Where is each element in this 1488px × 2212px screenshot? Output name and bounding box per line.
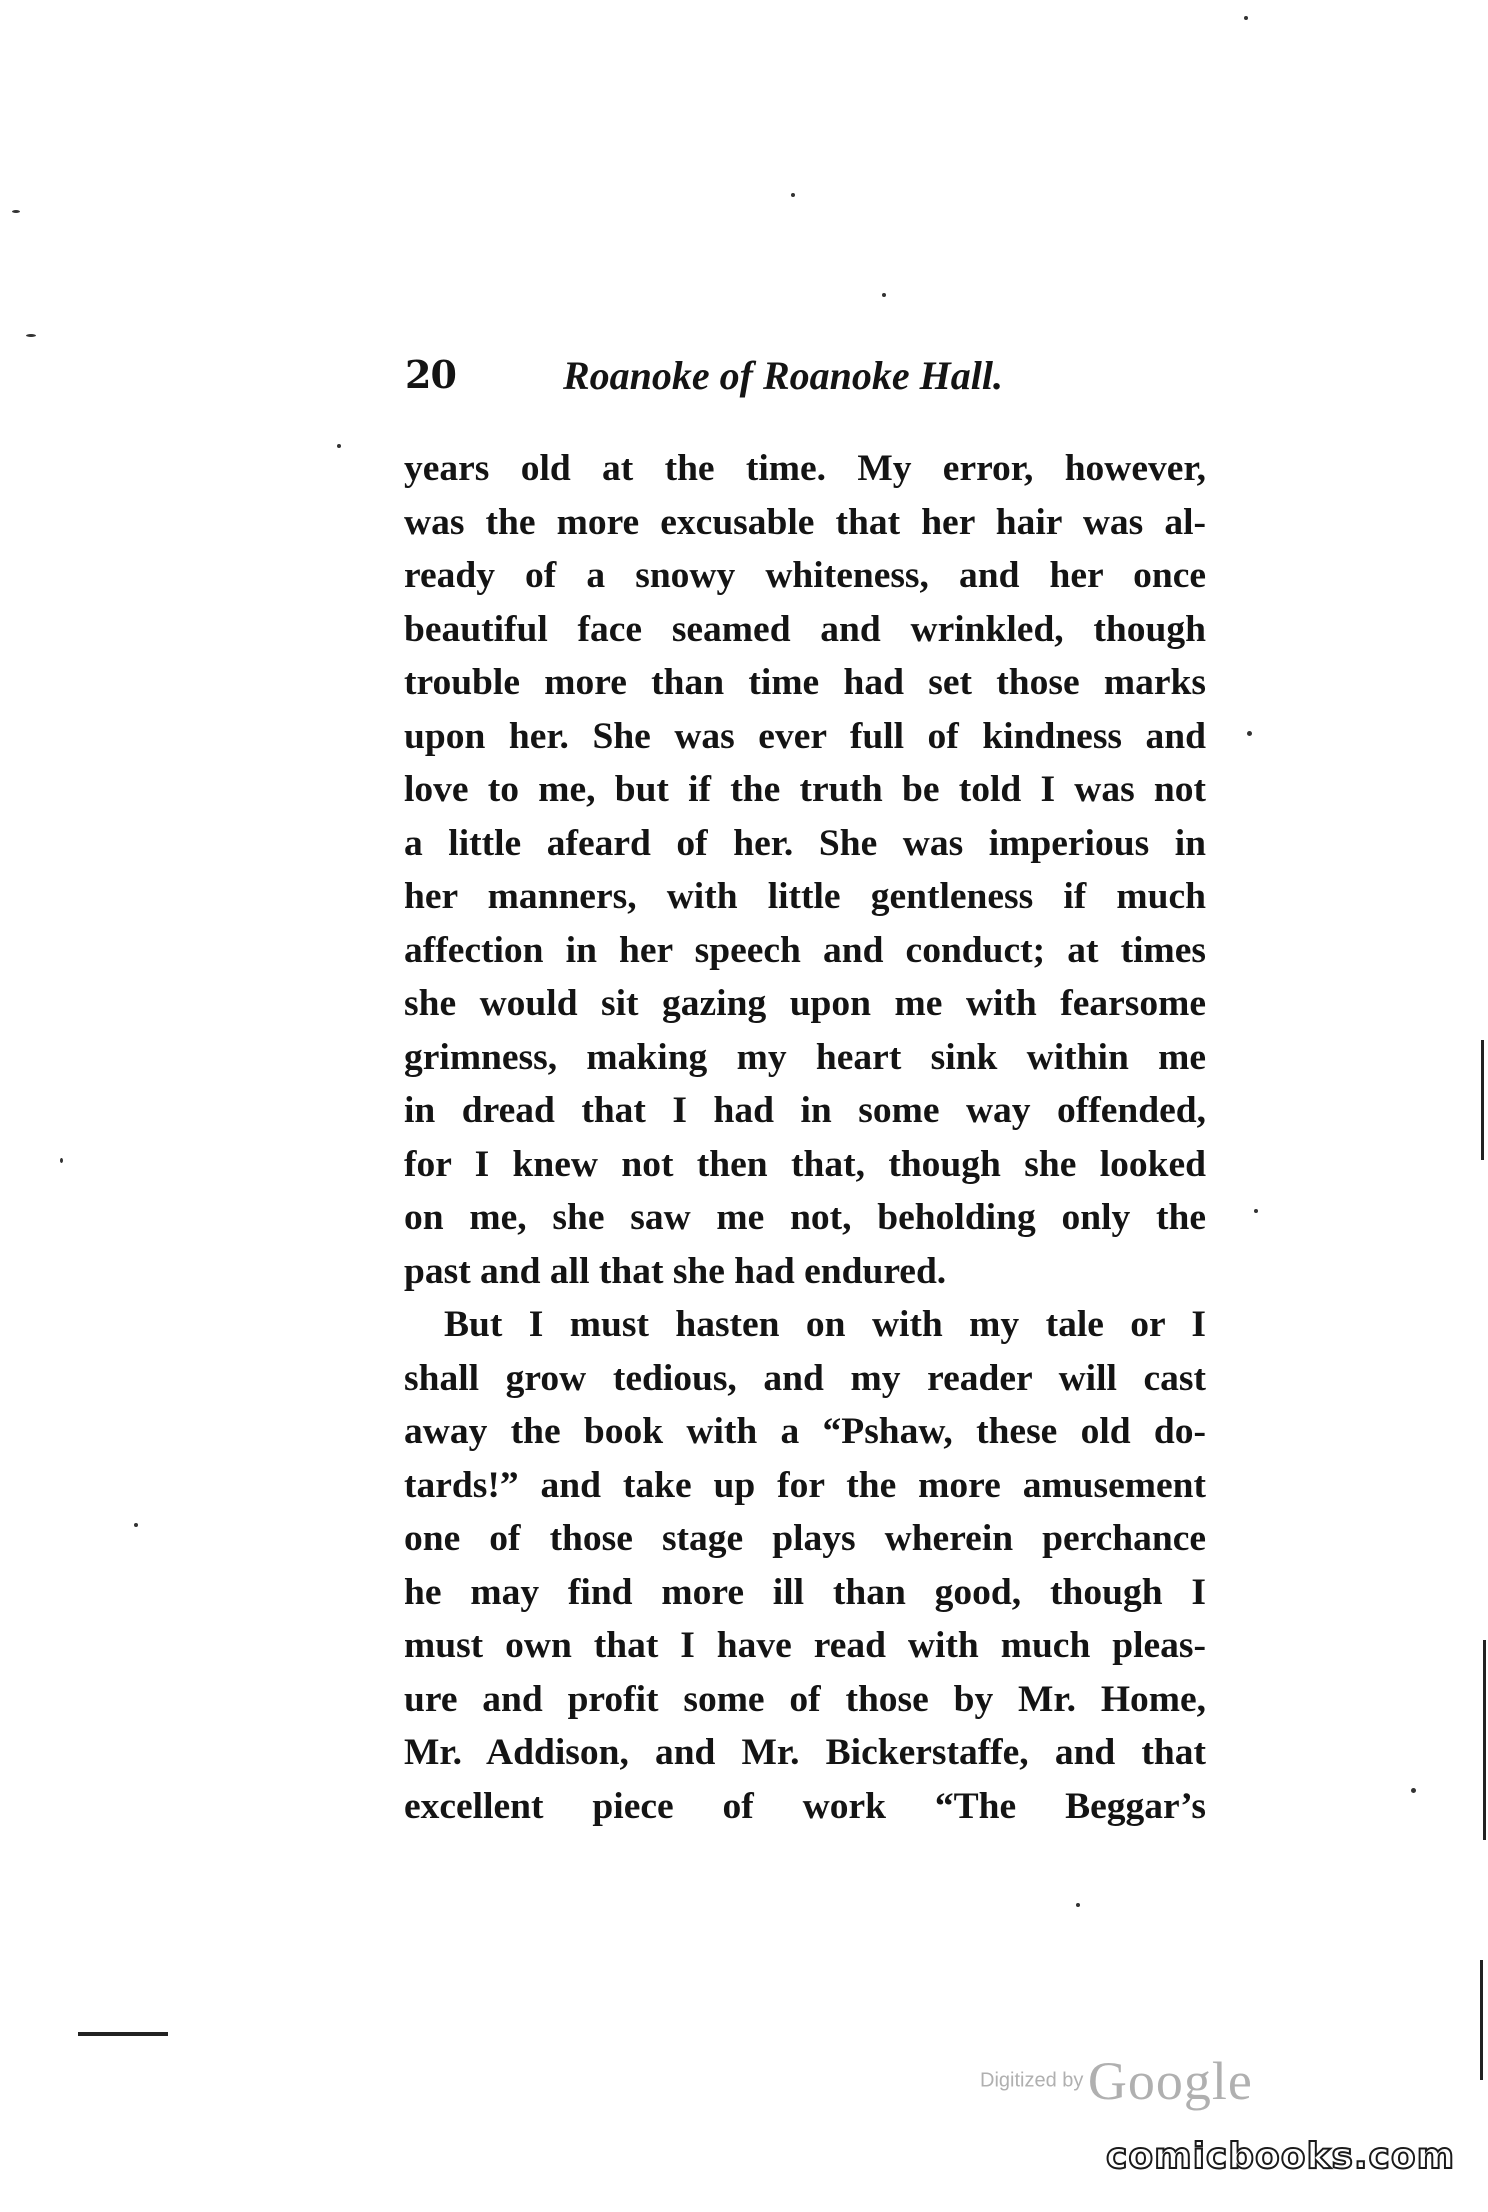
text-line: on me, she saw me not, beholding only the	[404, 1197, 1206, 1238]
text-line: years old at the time. My error, however,	[404, 448, 1206, 489]
scan-speck	[1244, 16, 1248, 20]
body-text	[404, 442, 1206, 1833]
text-line: away the book with a “Pshaw, these old do-	[404, 1411, 1206, 1452]
scan-speck	[12, 210, 20, 213]
text-line: past and all that she had endured.	[404, 1250, 947, 1292]
site-watermark: comicbooks.com	[1106, 2136, 1456, 2177]
scan-edge-mark	[1483, 1640, 1486, 1840]
google-wordmark: Google	[1087, 2051, 1253, 2111]
scan-speck	[882, 293, 886, 297]
digitized-prefix: Digitized by	[980, 2069, 1084, 2092]
page-number: 20	[405, 352, 456, 397]
text-line: upon her. She was ever full of kindness and	[404, 715, 1206, 757]
text-line: must own that I have read with much pleas-	[404, 1625, 1206, 1666]
scan-artifact-rule	[78, 2032, 168, 2036]
running-title: Roanoke of Roanoke Hall.	[563, 353, 1004, 398]
text-line: tards!” and take up for the more amusement	[404, 1464, 1206, 1506]
text-line: shall grow tedious, and my reader will cast	[404, 1357, 1206, 1399]
text-line: love to me, but if the truth be told I was not	[404, 769, 1206, 810]
scan-edge-mark	[1481, 1040, 1484, 1160]
text-line: he may find more ill than good, though I	[404, 1571, 1206, 1613]
scan-speck	[337, 444, 341, 448]
scan-speck	[791, 193, 795, 197]
text-line: was the more excusable that her hair was al-	[404, 501, 1206, 543]
text-line: she would sit gazing upon me with fearsome	[404, 983, 1206, 1024]
scan-speck	[1247, 731, 1252, 736]
scan-speck	[134, 1523, 138, 1527]
text-line: trouble more than time had set those marks	[404, 662, 1206, 703]
scan-speck	[1411, 1788, 1416, 1793]
text-line: a little afeard of her. She was imperious in	[404, 822, 1206, 864]
text-line: excellent piece of work “The Beggar’s	[404, 1785, 1206, 1827]
text-line: for I knew not then that, though she looked	[404, 1143, 1206, 1185]
page-header	[405, 352, 1065, 408]
scan-speck	[26, 334, 36, 337]
digitized-by-google-mark	[980, 2050, 1253, 2112]
text-line: in dread that I had in some way offended,	[404, 1090, 1206, 1131]
text-line: her manners, with little gentleness if much	[404, 876, 1206, 917]
text-line: Mr. Addison, and Mr. Bickerstaffe, and that	[404, 1732, 1206, 1773]
scan-speck	[1076, 1903, 1080, 1907]
scan-speck	[60, 1158, 63, 1163]
text-line: ure and profit some of those by Mr. Home,	[404, 1678, 1206, 1720]
text-line: But I must hasten on with my tale or I	[444, 1304, 1206, 1345]
scan-speck	[1254, 1209, 1258, 1213]
text-line: grimness, making my heart sink within me	[404, 1036, 1206, 1078]
scan-edge-mark	[1480, 1960, 1483, 2080]
text-line: beautiful face seamed and wrinkled, though	[404, 608, 1206, 650]
text-line: affection in her speech and conduct; at times	[404, 929, 1206, 971]
text-line: ready of a snowy whiteness, and her once	[404, 555, 1206, 596]
text-line: one of those stage plays wherein perchance	[404, 1518, 1206, 1559]
